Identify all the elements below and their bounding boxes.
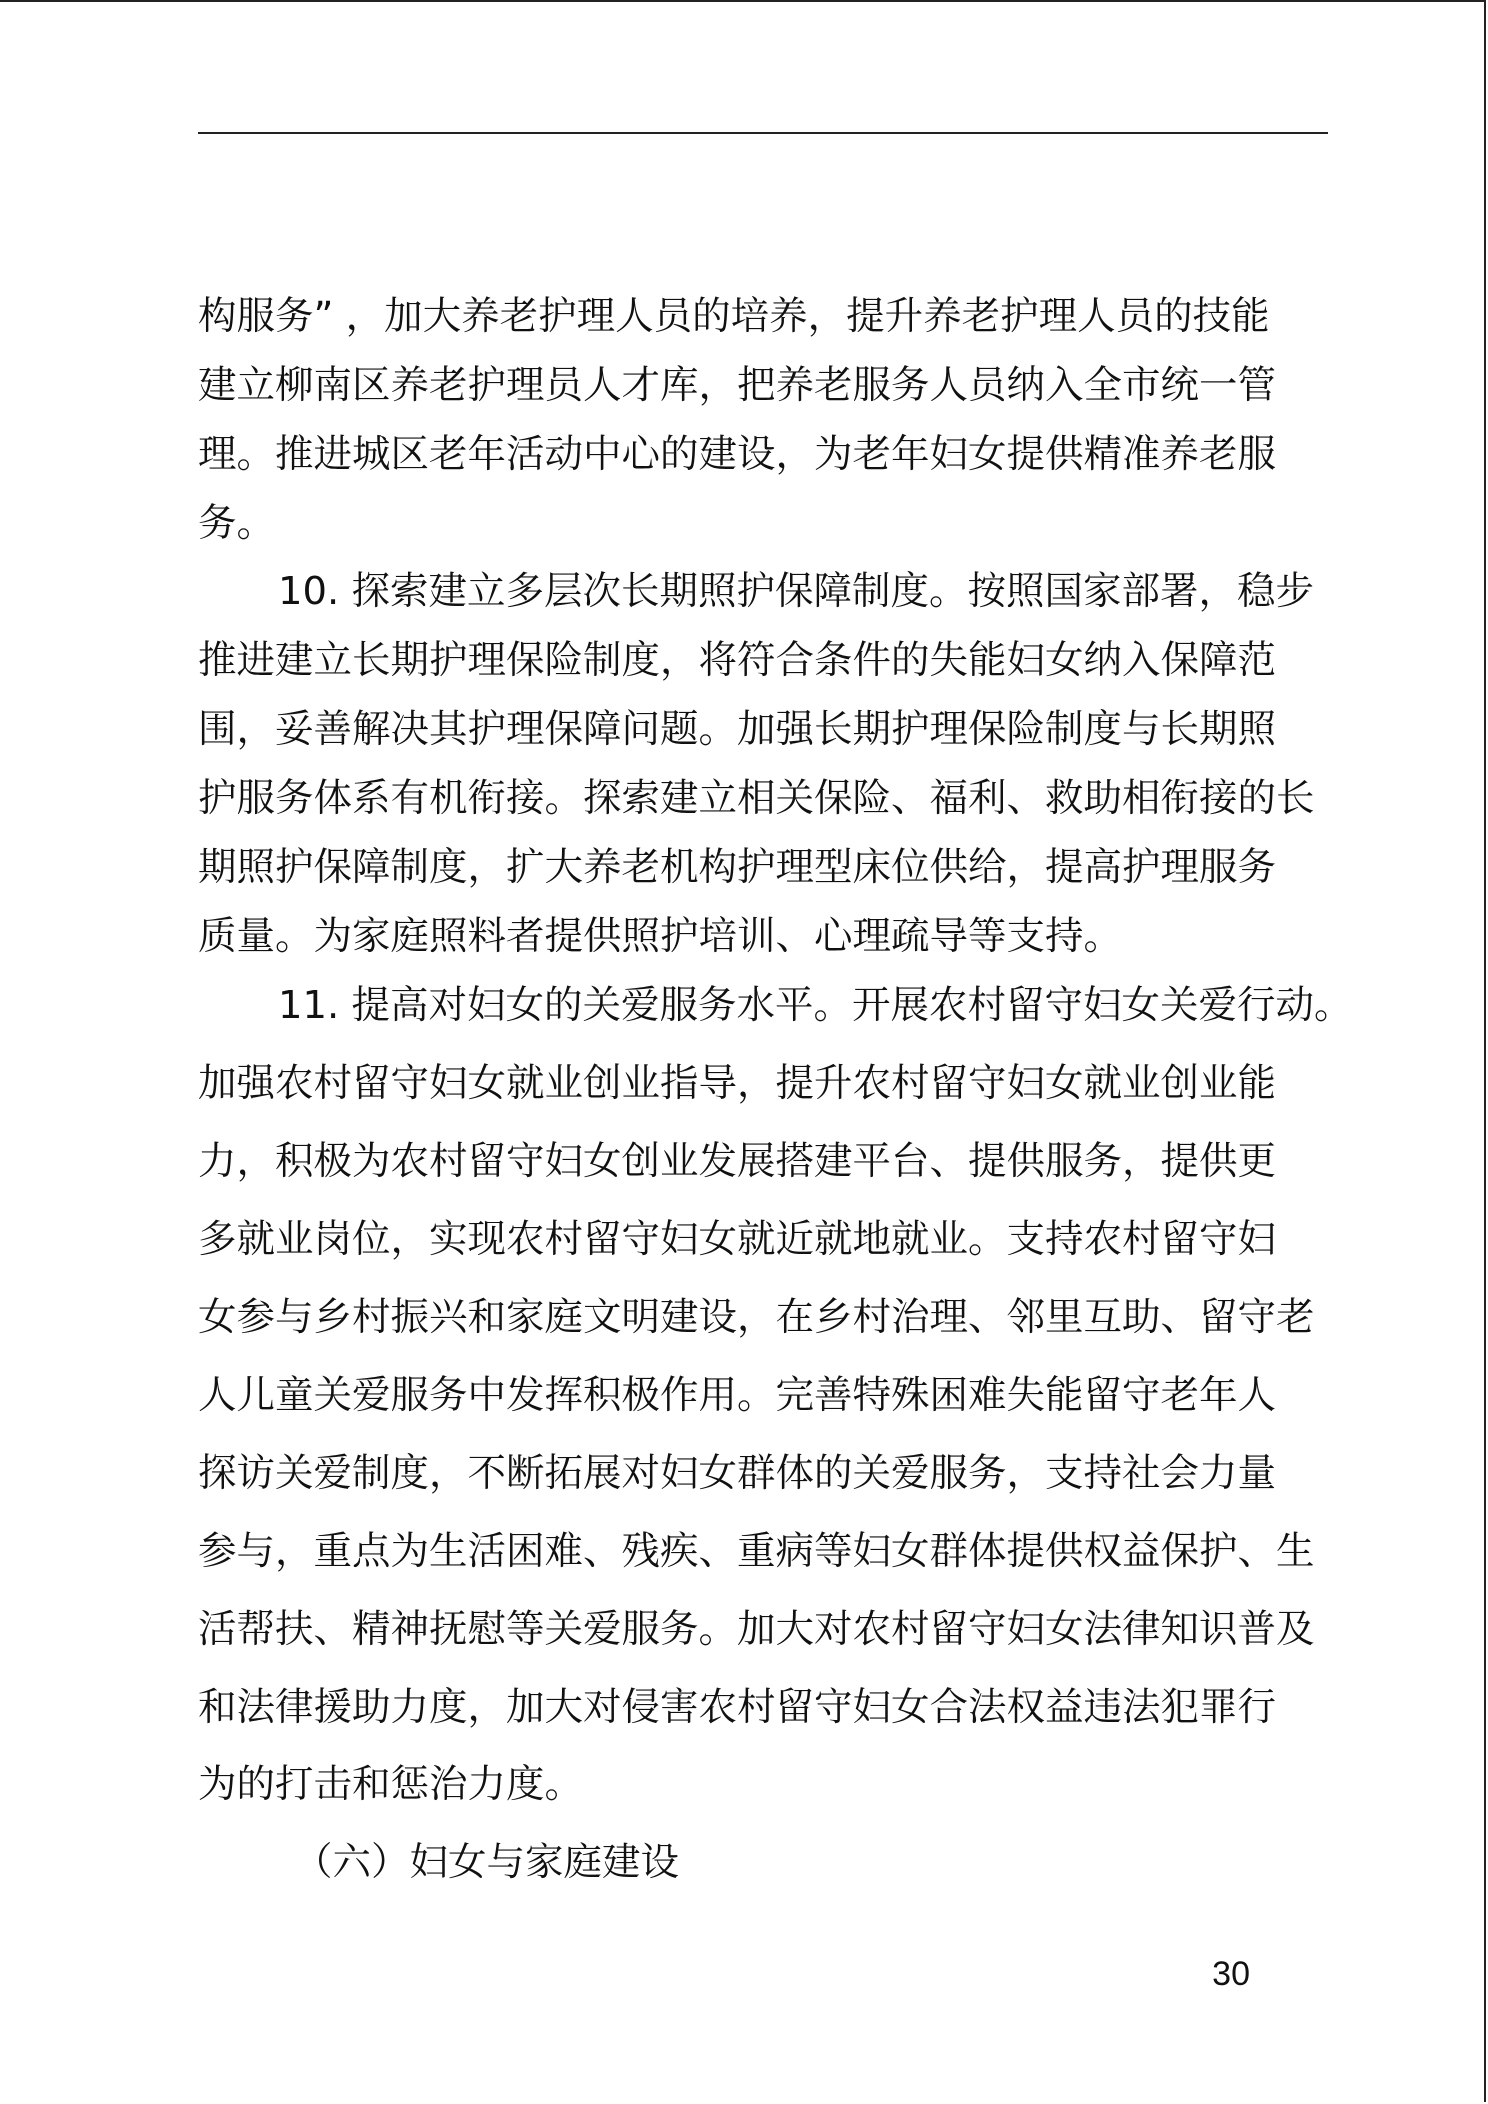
paragraph-line: 推进建立长期护理保险制度，将符合条件的失能妇女纳入保障范 xyxy=(198,638,1277,683)
paragraph-line: 多就业岗位，实现农村留守妇女就近就地就业。支持农村留守妇 xyxy=(198,1217,1277,1262)
header-rule xyxy=(198,132,1328,134)
paragraph-line: 人儿童关爱服务中发挥积极作用。完善特殊困难失能留守老年人 xyxy=(198,1373,1277,1418)
paragraph-line: 力，积极为农村留守妇女创业发展搭建平台、提供服务，提供更 xyxy=(198,1139,1277,1184)
paragraph-line: 质量。为家庭照料者提供照护培训、心理疏导等支持。 xyxy=(198,914,1123,959)
section-heading: （六）妇女与家庭建设 xyxy=(294,1840,680,1885)
paragraph-line: 加强农村留守妇女就业创业指导，提升农村留守妇女就业创业能 xyxy=(198,1061,1277,1106)
paragraph-line: 活帮扶、精神抚慰等关爱服务。加大对农村留守妇女法律知识普及 xyxy=(198,1607,1315,1652)
paragraph-line: 理。推进城区老年活动中心的建设，为老年妇女提供精准养老服 xyxy=(198,432,1277,477)
page-number: 30 xyxy=(1212,1955,1250,1993)
paragraph-line: 女参与乡村振兴和家庭文明建设，在乡村治理、邻里互助、留守老 xyxy=(198,1295,1315,1340)
paragraph-line: 探访关爱制度，不断拓展对妇女群体的关爱服务，支持社会力量 xyxy=(198,1451,1277,1496)
paragraph-line: 为的打击和惩治力度。 xyxy=(198,1762,584,1807)
paragraph-line: 参与，重点为生活困难、残疾、重病等妇女群体提供权益保护、生 xyxy=(198,1529,1315,1574)
paragraph-line: 护服务体系有机衔接。探索建立相关保险、福利、救助相衔接的长 xyxy=(198,776,1315,821)
paragraph-line: 期照护保障制度，扩大养老机构护理型床位供给，提高护理服务 xyxy=(198,845,1277,890)
paragraph-line: 建立柳南区养老护理员人才库，把养老服务人员纳入全市统一管 xyxy=(198,363,1277,408)
paragraph-line: 构服务” ，加大养老护理人员的培养，提升养老护理人员的技能 xyxy=(198,294,1270,339)
paragraph-line: 和法律援助力度，加大对侵害农村留守妇女合法权益违法犯罪行 xyxy=(198,1685,1277,1730)
paragraph-line: 务。 xyxy=(198,501,276,546)
paragraph-line: 11. 提高对妇女的关爱服务水平。开展农村留守妇女关爱行动。 xyxy=(278,983,1353,1028)
paragraph-line: 10. 探索建立多层次长期照护保障制度。按照国家部署，稳步 xyxy=(278,569,1314,614)
paragraph-line: 围，妥善解决其护理保障问题。加强长期护理保险制度与长期照 xyxy=(198,707,1277,752)
